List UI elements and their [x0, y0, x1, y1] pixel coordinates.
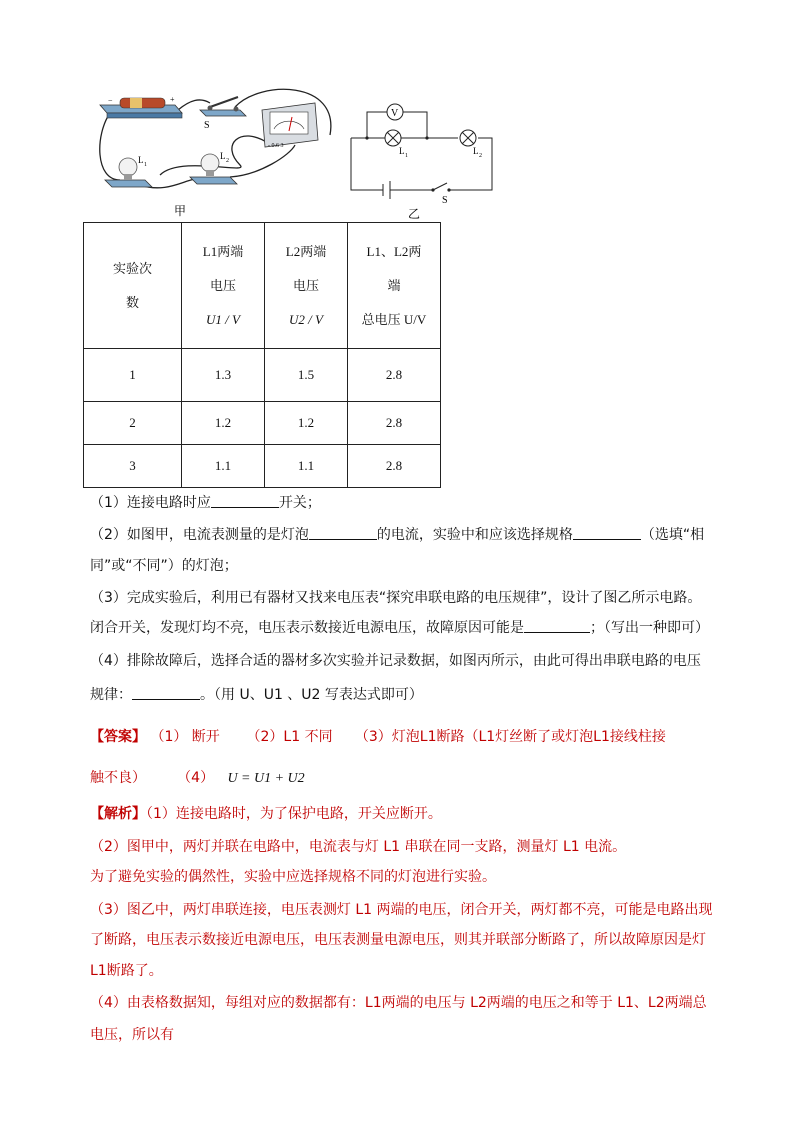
- svg-text:S: S: [442, 195, 448, 206]
- table-cell: 1.5: [265, 349, 348, 402]
- table-cell: 2.8: [348, 402, 441, 445]
- table-cell: 1.3: [182, 349, 265, 402]
- data-table: [83, 222, 441, 488]
- figure-jia: [90, 85, 350, 220]
- question-4: （4）排除故障后，选择合适的器材多次实验并记录数据，如图丙所示，由此可得出串联电路的电压: [90, 653, 701, 669]
- wire: [100, 113, 120, 180]
- answer-section-cont: 触不良） （4） U = U1 + U2: [90, 770, 305, 786]
- answer-blank[interactable]: [524, 618, 590, 633]
- table-header-cell: L1、L2两 端 总电压 U/V: [348, 223, 441, 349]
- table-cell: 1.1: [182, 445, 265, 488]
- answer-label: 【答案】: [90, 729, 146, 745]
- table-row: [84, 402, 441, 445]
- svg-text:V: V: [391, 108, 399, 119]
- table-cell: 2.8: [348, 445, 441, 488]
- analysis-6: L1断路了。: [90, 963, 163, 979]
- analysis-7: （4）由表格数据知，每组对应的数据都有：L1两端的电压与 L2两端的电压之和等于 L1、L2两端总: [90, 995, 707, 1011]
- table-cell: 1: [84, 349, 182, 402]
- svg-text:L: L: [399, 146, 405, 156]
- caption-jia: 甲: [174, 204, 187, 218]
- table-header-row: [84, 223, 441, 349]
- table-header-cell: 实验次 数: [84, 223, 182, 349]
- question-2: （2）如图甲，电流表测量的是灯泡 的电流，实验中和应该选择规格 （选填“相: [90, 527, 705, 543]
- figure-yi: [345, 95, 505, 220]
- table-cell: 1.2: [182, 402, 265, 445]
- svg-text:1: 1: [405, 153, 408, 159]
- analysis-5: 了断路，电压表示数接近电源电压，电压表测量电源电压，则其并联部分断路了，所以故障原因是灯: [90, 932, 706, 948]
- answer-blank[interactable]: [309, 525, 377, 540]
- analysis-1: 【解析】（1）连接电路时，为了保护电路，开关应断开。: [90, 806, 442, 822]
- analysis-8: 电压，所以有: [90, 1027, 174, 1043]
- svg-text:S: S: [204, 120, 210, 131]
- question-3-cont: 闭合开关，发现灯均不亮，电压表示数接近电源电压，故障原因可能是 ；（写出一种即可）: [90, 620, 709, 636]
- table-header-cell: L2两端 电压 U2 / V: [265, 223, 348, 349]
- answer-section: 【答案】 （1） 断开 （2）L1 不同 （3）灯泡L1断路（L1灯丝断了或灯泡L1接线柱接: [90, 729, 666, 745]
- lamp-symbol-2: [460, 130, 482, 159]
- table-cell: 1.2: [265, 402, 348, 445]
- table-header-cell: L1两端 电压 U1 / V: [182, 223, 265, 349]
- question-2-cont: 同”或“不同”）的灯泡；: [90, 558, 238, 574]
- answer-formula: U = U1 + U2: [227, 771, 305, 786]
- svg-text:−: −: [108, 96, 113, 105]
- lamp-1: [105, 155, 152, 187]
- table-row: [84, 445, 441, 488]
- svg-text:L: L: [473, 146, 479, 156]
- svg-text:2: 2: [479, 153, 482, 159]
- answer-blank[interactable]: [132, 685, 200, 700]
- svg-text:+: +: [170, 95, 175, 104]
- table-cell: 1.1: [265, 445, 348, 488]
- voltmeter-symbol: [387, 104, 403, 120]
- table-cell: 3: [84, 445, 182, 488]
- question-3: （3）完成实验后，利用已有器材又找来电压表“探究串联电路的电压规律”，设计了图乙所示电路。: [90, 590, 702, 606]
- battery: [100, 95, 182, 118]
- svg-text:- 0.6 3: - 0.6 3: [268, 143, 284, 149]
- table-cell: 2.8: [348, 349, 441, 402]
- svg-text:L: L: [138, 155, 144, 165]
- wire: [230, 145, 295, 177]
- analysis-label: 【解析】: [90, 806, 146, 822]
- answer-blank[interactable]: [573, 525, 641, 540]
- analysis-4: （3）图乙中，两灯串联连接，电压表测灯 L1 两端的电压，闭合开关，两灯都不亮，可能是电路出现: [90, 902, 713, 918]
- table-cell: 2: [84, 402, 182, 445]
- svg-text:2: 2: [226, 158, 229, 164]
- svg-text:1: 1: [144, 162, 147, 168]
- question-4-cont: 规律： 。（用 U、U1 、U2 写表达式即可）: [90, 687, 423, 703]
- analysis-3: 为了避免实验的偶然性，实验中应选择规格不同的灯泡进行实验。: [90, 869, 496, 885]
- question-1: （1）连接电路时应 开关；: [90, 495, 321, 511]
- svg-text:L: L: [220, 151, 226, 161]
- lamp-symbol-1: [385, 130, 408, 159]
- wire: [178, 100, 210, 110]
- analysis-2: （2）图甲中，两灯并联在电路中，电流表与灯 L1 串联在同一支路，测量灯 L1 电流。: [90, 839, 627, 855]
- table-row: [84, 349, 441, 402]
- answer-blank[interactable]: [211, 493, 279, 508]
- caption-yi: 乙: [408, 207, 421, 220]
- ammeter: [262, 103, 318, 149]
